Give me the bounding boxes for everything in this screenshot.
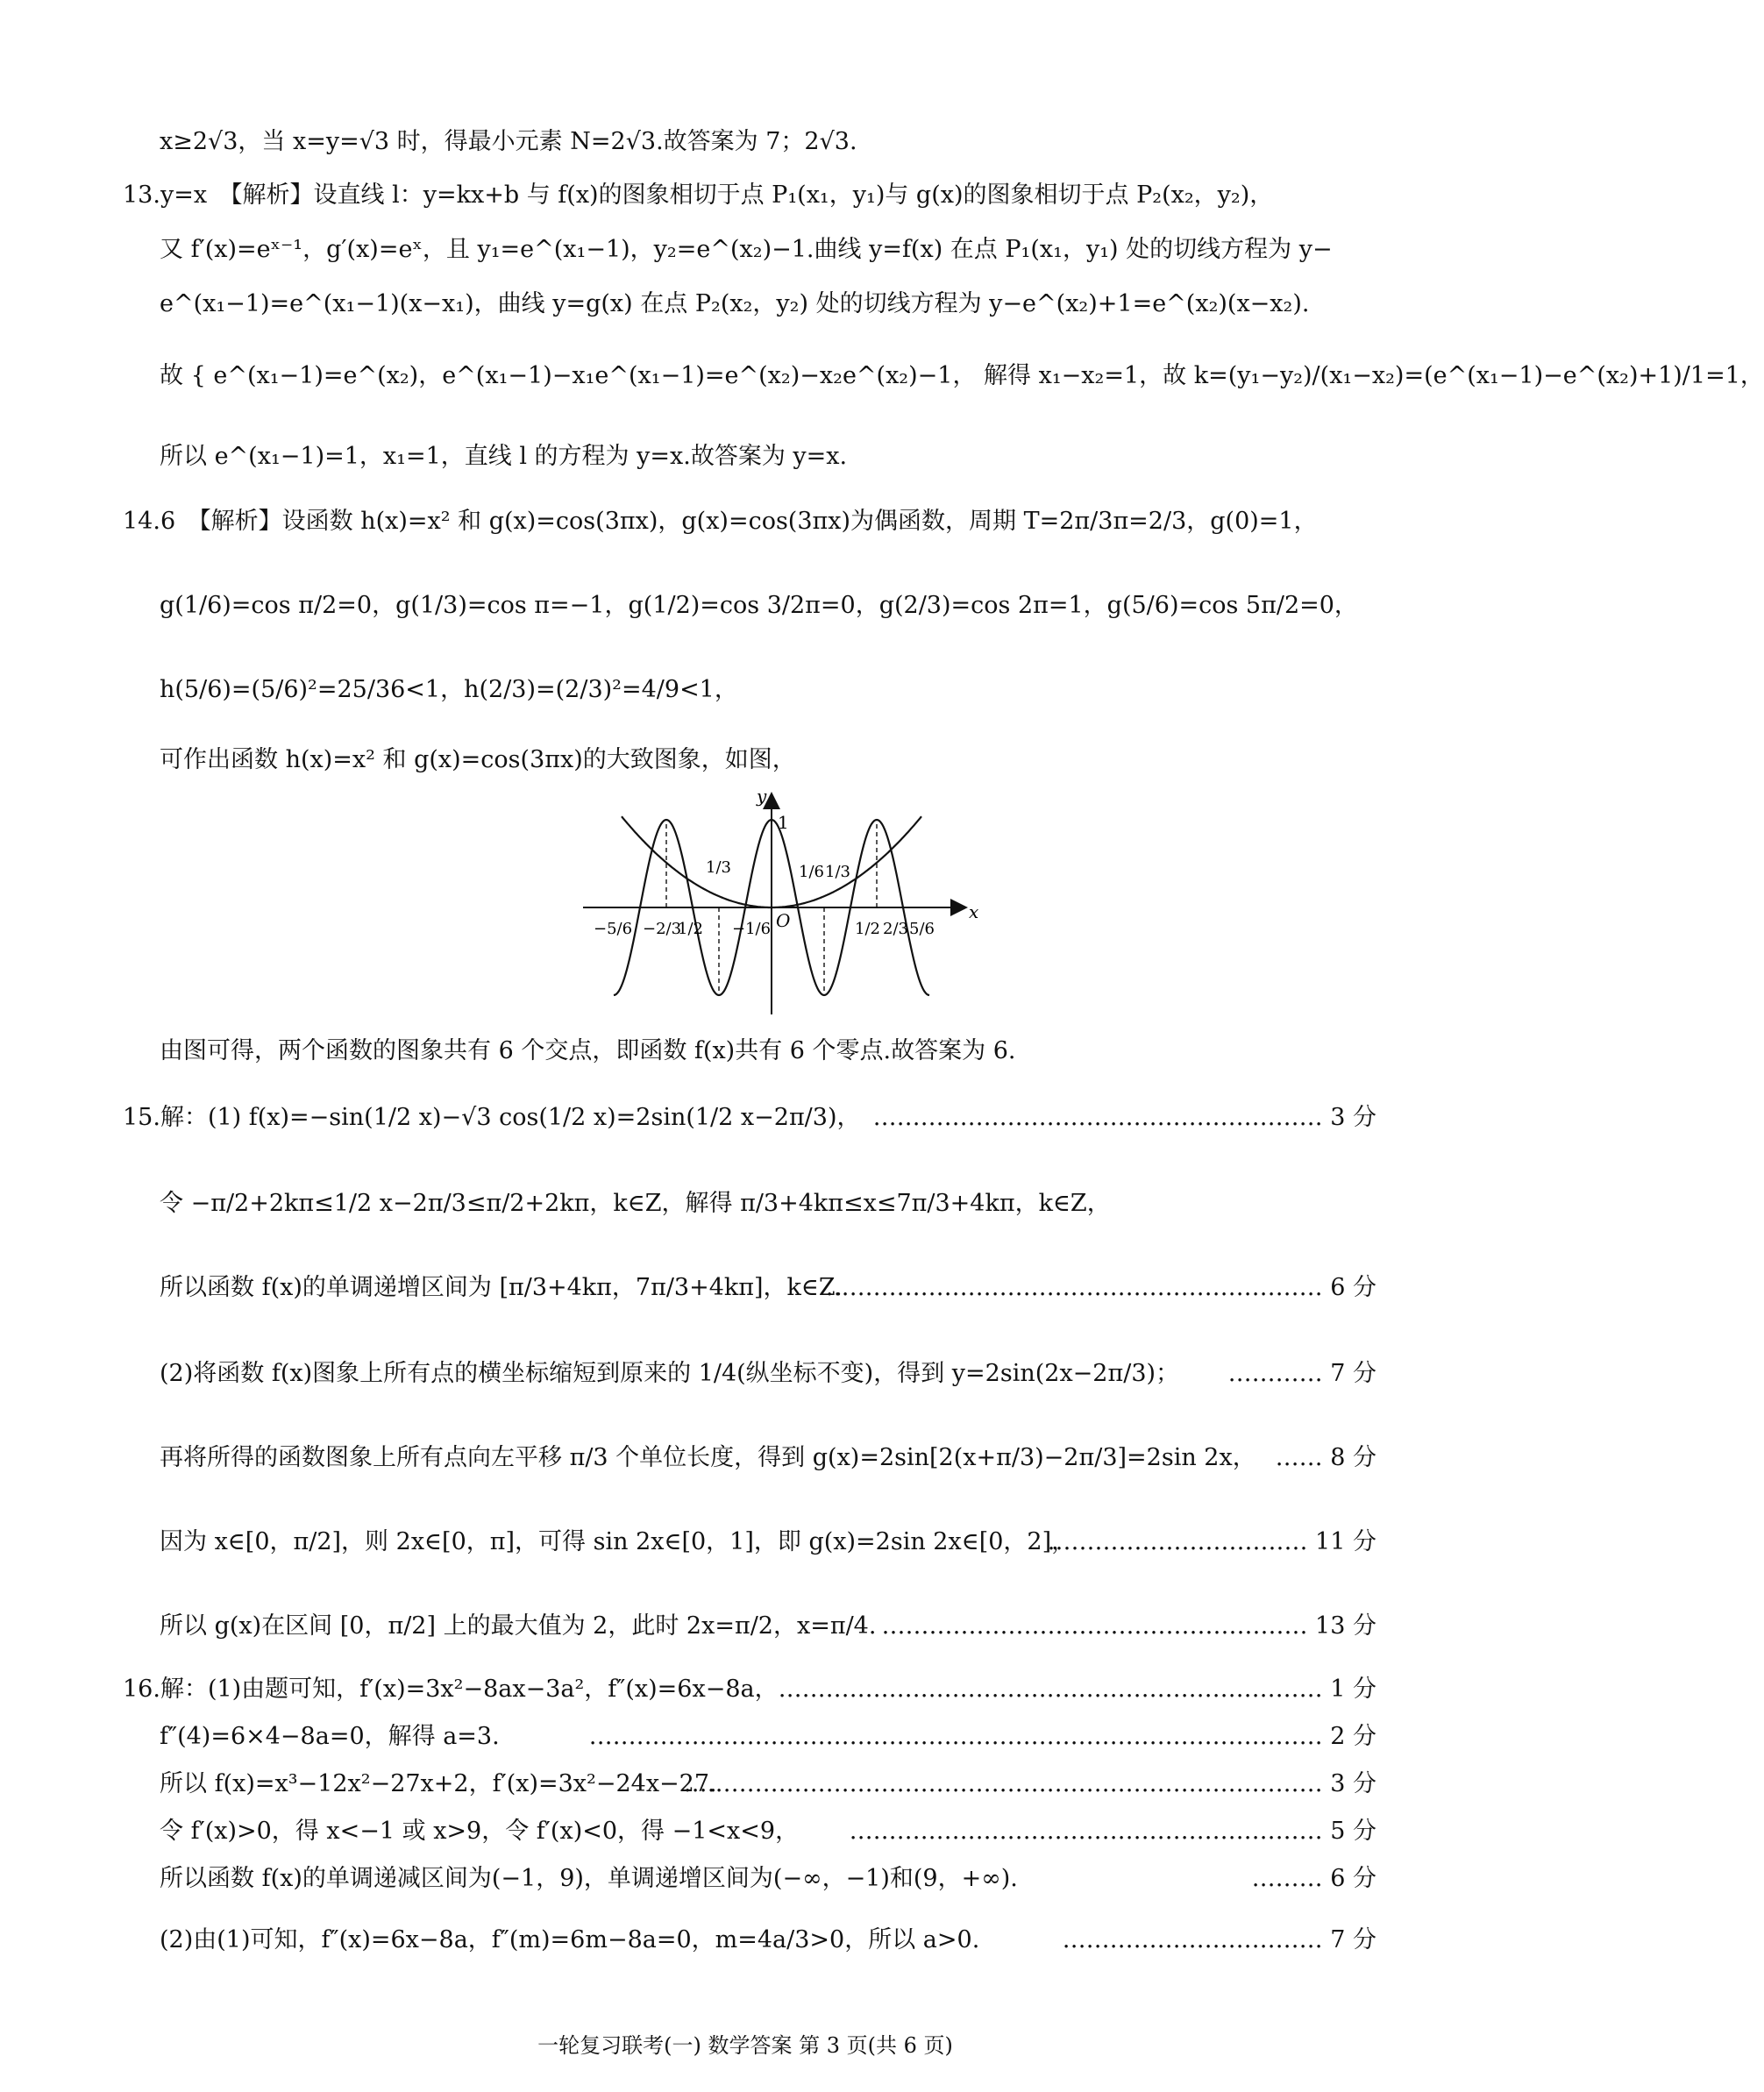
- line-15-title: 15.解：(1) f(x)=−sin(1/2 x)−√3 cos(1/2 x)=2sin(1/2 x−2π/3)，: [123, 1104, 861, 1131]
- line-15-interval: 所以函数 f(x)的单调递增区间为 [π/3+4kπ，7π/3+4kπ]，k∈Z.: [160, 1274, 843, 1301]
- points-15-13: ……………………………………………… 13 分: [881, 1612, 1376, 1640]
- line-13-system: 故 { e^(x₁−1)=e^(x₂)，e^(x₁−1)−x₁e^(x₁−1)=e^(x₂)−x₂e^(x₂)−1， 解得 x₁−x₂=1，故 k=(y₁−y₂)/(x₁−x₂)=(e^(x₁−1)−e^(x₂)+1)/1=1，: [160, 362, 1764, 389]
- upper-label-1-3-right: 1/3: [825, 863, 850, 881]
- line-13-b: 又 f′(x)=eˣ⁻¹，g′(x)=eˣ，且 y₁=e^(x₁−1)，y₂=e^(x₂)−1.曲线 y=f(x) 在点 P₁(x₁，y₁) 处的切线方程为 y−: [160, 236, 1333, 263]
- tick-neg-1-6: −1/6: [732, 920, 772, 938]
- points-15-11: …………………………… 11 分: [1047, 1528, 1376, 1555]
- points-16-5: …………………………………………………… 5 分: [849, 1818, 1376, 1845]
- line-16-sign: 令 f′(x)>0，得 x<−1 或 x>9，令 f′(x)<0，得 −1<x<9，: [160, 1818, 800, 1845]
- line-15-range: 因为 x∈[0，π/2]，则 2x∈[0，π]，可得 sin 2x∈[0，1]，即 g(x)=2sin 2x∈[0，2]，: [160, 1528, 1076, 1555]
- points-15-7: ………… 7 分: [1227, 1360, 1376, 1387]
- line-14-g-values: g(1/6)=cos π/2=0，g(1/3)=cos π=−1，g(1/2)=cos 3/2π=0，g(2/3)=cos 2π=1，g(5/6)=cos 5π/2=0，: [160, 592, 1358, 619]
- y-axis-label: y: [757, 786, 767, 807]
- line-15-max: 所以 g(x)在区间 [0，π/2] 上的最大值为 2，此时 2x=π/2，x=π/4.: [160, 1612, 877, 1640]
- line-14-conclusion: 由图可得，两个函数的图象共有 6 个交点，即函数 f(x)共有 6 个零点.故答案为 6.: [160, 1037, 1016, 1064]
- x-axis-label: x: [969, 901, 979, 922]
- line-15-inequality: 令 −π/2+2kπ≤1/2 x−2π/3≤π/2+2kπ，k∈Z，解得 π/3+4kπ≤x≤7π/3+4kπ，k∈Z，: [160, 1190, 1111, 1217]
- line-16-title: 16.解：(1)由题可知，f′(x)=3x²−8ax−3a²，f″(x)=6x−8a，: [123, 1676, 779, 1703]
- line-13-title: 13.y=x 【解析】设直线 l：y=kx+b 与 f(x)的图象相切于点 P₁(x₁，y₁)与 g(x)的图象相切于点 P₂(x₂，y₂)，: [123, 181, 1274, 209]
- tick-neg-2-3: −2/3: [643, 920, 682, 938]
- points-16-2: ………………………………………………………………………………… 2 分: [588, 1723, 1376, 1750]
- line-14-h-values: h(5/6)=(5/6)²=25/36<1，h(2/3)=(2/3)²=4/9<1，: [160, 676, 738, 703]
- line-15-part2: (2)将函数 f(x)图象上所有点的横坐标缩短到原来的 1/4(纵坐标不变)，得到 y=2sin(2x−2π/3)；: [160, 1360, 1180, 1387]
- line-16-a: f″(4)=6×4−8a=0，解得 a=3.: [160, 1723, 500, 1750]
- function-graph: [574, 785, 978, 1030]
- points-15-3: ………………………………………………… 3 分: [872, 1104, 1376, 1131]
- points-16-7: …………………………… 7 分: [1062, 1926, 1376, 1953]
- points-16-3: ……………………………………………………………………… 3 分: [683, 1770, 1376, 1797]
- line-14-graph-intro: 可作出函数 h(x)=x² 和 g(x)=cos(3πx)的大致图象，如图，: [160, 746, 796, 773]
- line-13-c: e^(x₁−1)=e^(x₁−1)(x−x₁)，曲线 y=g(x) 在点 P₂(x₂，y₂) 处的切线方程为 y−e^(x₂)+1=e^(x₂)(x−x₂).: [160, 290, 1310, 317]
- one-label: 1: [778, 812, 789, 833]
- line-16-part2: (2)由(1)可知，f″(x)=6x−8a，f″(m)=6m−8a=0，m=4a/3>0，所以 a>0.: [160, 1926, 980, 1953]
- tick-5-6: 5/6: [909, 920, 935, 938]
- tick-neg-1-2: 1/2: [678, 920, 703, 938]
- origin-label: O: [776, 910, 791, 931]
- points-16-6: ……… 6 分: [1251, 1865, 1376, 1892]
- page-footer: 一轮复习联考(一) 数学答案 第 3 页(共 6 页): [537, 2033, 953, 2058]
- tick-2-3: 2/3: [883, 920, 908, 938]
- line-13-answer: 所以 e^(x₁−1)=1，x₁=1，直线 l 的方程为 y=x.故答案为 y=x.: [160, 443, 848, 470]
- line-16-f: 所以 f(x)=x³−12x²−27x+2，f′(x)=3x²−24x−27.: [160, 1770, 717, 1797]
- line-16-monotonic: 所以函数 f(x)的单调递减区间为(−1，9)，单调递增区间为(−∞，−1)和(9，+∞).: [160, 1865, 1018, 1892]
- points-15-8: …… 8 分: [1275, 1444, 1376, 1471]
- line-15-shift: 再将所得的函数图象上所有点向左平移 π/3 个单位长度，得到 g(x)=2sin[2(x+π/3)−2π/3]=2sin 2x，: [160, 1444, 1256, 1471]
- line-1: x≥2√3，当 x=y=√3 时，得最小元素 N=2√3.故答案为 7；2√3.: [160, 128, 857, 155]
- tick-neg-5-6: −5/6: [594, 920, 633, 938]
- tick-1-2: 1/2: [855, 920, 880, 938]
- line-14-title: 14.6 【解析】设函数 h(x)=x² 和 g(x)=cos(3πx)，g(x)=cos(3πx)为偶函数，周期 T=2π/3π=2/3，g(0)=1，: [123, 508, 1318, 535]
- points-16-1: …………………………………………………………… 1 分: [778, 1676, 1376, 1703]
- points-15-6: ……………………………………………………… 6 分: [825, 1274, 1376, 1301]
- upper-label-1-6: 1/6: [799, 863, 824, 881]
- upper-label-1-3-left: 1/3: [706, 858, 731, 877]
